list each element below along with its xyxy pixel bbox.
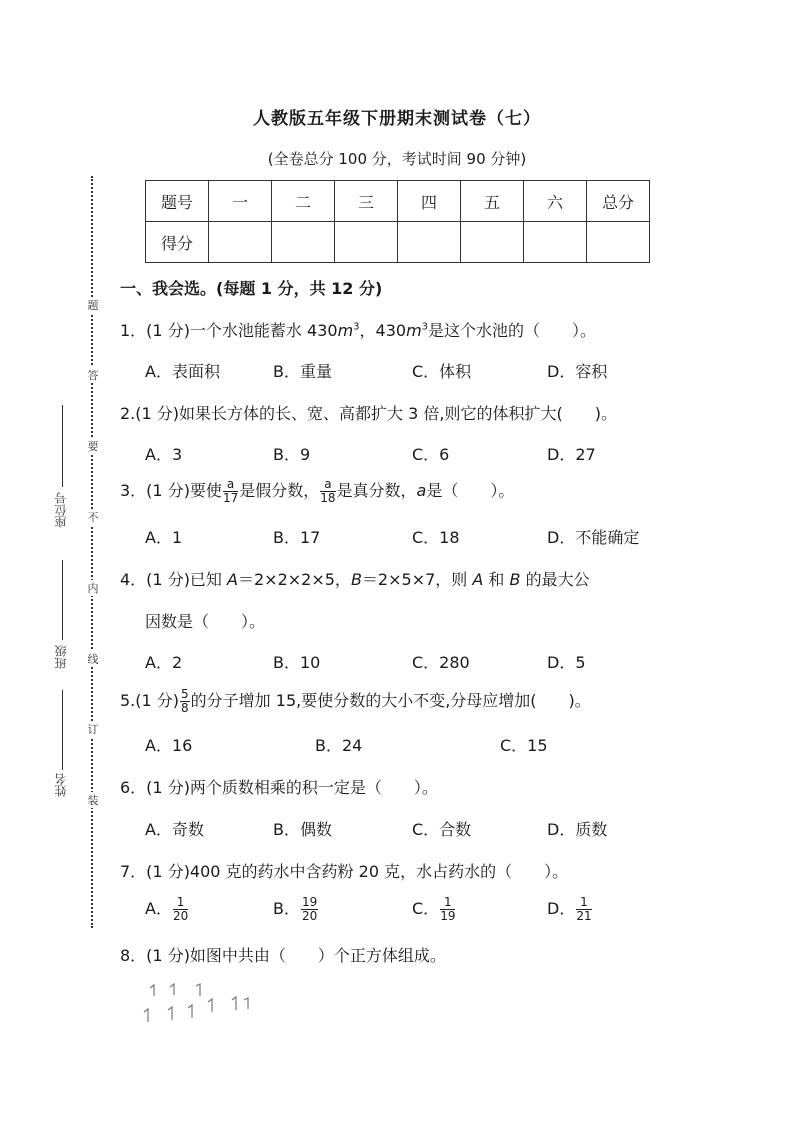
binding-word: 答 bbox=[87, 369, 99, 382]
class-label: 班级 bbox=[54, 645, 68, 669]
table-cell: 二 bbox=[272, 181, 335, 222]
question-4-stem-line2: 因数是（ ）。 bbox=[145, 612, 266, 631]
score-entry-cell[interactable] bbox=[335, 222, 398, 263]
score-entry-cell[interactable] bbox=[398, 222, 461, 263]
score-entry-cell[interactable] bbox=[209, 222, 272, 263]
q6-option-d[interactable]: D．质数 bbox=[547, 820, 608, 839]
q1-option-a[interactable]: A．表面积 bbox=[145, 362, 220, 381]
question-8-stem: 8．(1 分)如图中共由（ ）个正方体组成。 bbox=[120, 946, 446, 965]
q5-option-b[interactable]: B．24 bbox=[315, 736, 363, 755]
name-line[interactable] bbox=[62, 690, 63, 770]
q2-option-a[interactable]: A．3 bbox=[145, 445, 183, 464]
q1-option-d[interactable]: D．容积 bbox=[547, 362, 608, 381]
table-cell: 六 bbox=[524, 181, 587, 222]
score-entry-cell[interactable] bbox=[461, 222, 524, 263]
q3-option-d[interactable]: D．不能确定 bbox=[547, 528, 640, 547]
question-2-stem: 2.(1 分)如果长方体的长、宽、高都扩大 3 倍,则它的体积扩大( )。 bbox=[120, 404, 617, 423]
table-cell: 得分 bbox=[146, 222, 209, 263]
class-line[interactable] bbox=[62, 560, 63, 640]
score-entry-cell[interactable] bbox=[524, 222, 587, 263]
binding-word: 题 bbox=[87, 299, 99, 312]
score-table-score-row bbox=[146, 222, 650, 263]
exam-subtitle: (全卷总分 100 分，考试时间 90 分钟) bbox=[267, 150, 527, 168]
table-cell: 三 bbox=[335, 181, 398, 222]
question-5-stem: 5.(1 分) $\frac{5}{8}$ 的分子增加 15,要使分数的大小不变,分母应增加( )。 bbox=[120, 687, 591, 715]
score-entry-cell[interactable] bbox=[587, 222, 650, 263]
q2-option-d[interactable]: D．27 bbox=[547, 445, 596, 464]
table-cell: 四 bbox=[398, 181, 461, 222]
q5-option-c[interactable]: C．15 bbox=[500, 736, 548, 755]
question-6-stem: 6．(1 分)两个质数相乘的积一定是（ ）。 bbox=[120, 778, 438, 797]
table-cell: 一 bbox=[209, 181, 272, 222]
cube-stack-figure bbox=[140, 982, 260, 1030]
table-cell: 五 bbox=[461, 181, 524, 222]
q4-option-d[interactable]: D．5 bbox=[547, 653, 586, 672]
score-entry-cell[interactable] bbox=[272, 222, 335, 263]
q6-option-b[interactable]: B．偶数 bbox=[273, 820, 332, 839]
binding-word: 内 bbox=[87, 582, 99, 595]
section-1-heading: 一、我会选。(每题 1 分，共 12 分) bbox=[120, 279, 383, 298]
table-cell: 总分 bbox=[587, 181, 650, 222]
q4-option-b[interactable]: B．10 bbox=[273, 653, 321, 672]
fraction: $\frac{19}{20}$ bbox=[301, 895, 318, 923]
q7-option-a[interactable]: A． $\frac{1}{20}$ bbox=[145, 895, 189, 923]
q6-option-c[interactable]: C．合数 bbox=[412, 820, 472, 839]
table-cell: 题号 bbox=[146, 181, 209, 222]
q4-option-a[interactable]: A．2 bbox=[145, 653, 183, 672]
q5-option-a[interactable]: A．16 bbox=[145, 736, 193, 755]
seat-number-label: 座位号 bbox=[54, 492, 68, 528]
binding-dotted-line bbox=[91, 176, 93, 928]
binding-word: 要 bbox=[87, 440, 99, 453]
q1-option-c[interactable]: C．体积 bbox=[412, 362, 472, 381]
binding-word: 订 bbox=[87, 723, 99, 736]
fraction: $\frac{5}{8}$ bbox=[181, 687, 189, 715]
q3-option-a[interactable]: A．1 bbox=[145, 528, 183, 547]
fraction: $\frac{a}{18}$ bbox=[320, 477, 336, 505]
fraction: $\frac{1}{20}$ bbox=[172, 895, 189, 923]
question-1-stem: 1．(1 分)一个水池能蓄水 $430m^3$，$430m^3$是这个水池的（ ）。 bbox=[120, 321, 597, 340]
exam-title: 人教版五年级下册期末测试卷（七） bbox=[253, 109, 541, 129]
q6-option-a[interactable]: A．奇数 bbox=[145, 820, 204, 839]
score-table-header-row bbox=[146, 181, 650, 222]
q4-option-c[interactable]: C．280 bbox=[412, 653, 470, 672]
fraction: $\frac{1}{19}$ bbox=[440, 895, 456, 923]
q3-option-c[interactable]: C．18 bbox=[412, 528, 460, 547]
q1-option-b[interactable]: B．重量 bbox=[273, 362, 332, 381]
question-7-stem: 7．(1 分)400 克的药水中含药粉 20 克，水占药水的（ ）。 bbox=[120, 862, 569, 881]
fraction: $\frac{1}{21}$ bbox=[576, 895, 592, 923]
q3-option-b[interactable]: B．17 bbox=[273, 528, 321, 547]
q2-option-b[interactable]: B．9 bbox=[273, 445, 311, 464]
name-label: 姓名 bbox=[54, 773, 68, 797]
seat-number-line[interactable] bbox=[62, 405, 63, 487]
q2-option-c[interactable]: C．6 bbox=[412, 445, 450, 464]
q7-option-b[interactable]: B． $\frac{19}{20}$ bbox=[273, 895, 318, 923]
binding-word: 不 bbox=[87, 511, 99, 524]
question-3-stem: 3．(1 分)要使 $\frac{a}{17}$ 是假分数， $\frac{a}{18}$ 是真分数，a是（ ）。 bbox=[120, 477, 515, 505]
binding-word: 装 bbox=[87, 794, 99, 807]
binding-word: 线 bbox=[87, 653, 99, 666]
question-4-stem: 4．(1 分)已知 A＝2×2×2×5，B＝2×5×7，则 A 和 B 的最大公 bbox=[120, 570, 590, 589]
q7-option-c[interactable]: C． $\frac{1}{19}$ bbox=[412, 895, 456, 923]
score-table bbox=[145, 180, 650, 263]
fraction: $\frac{a}{17}$ bbox=[222, 477, 239, 505]
q7-option-d[interactable]: D． $\frac{1}{21}$ bbox=[547, 895, 592, 923]
